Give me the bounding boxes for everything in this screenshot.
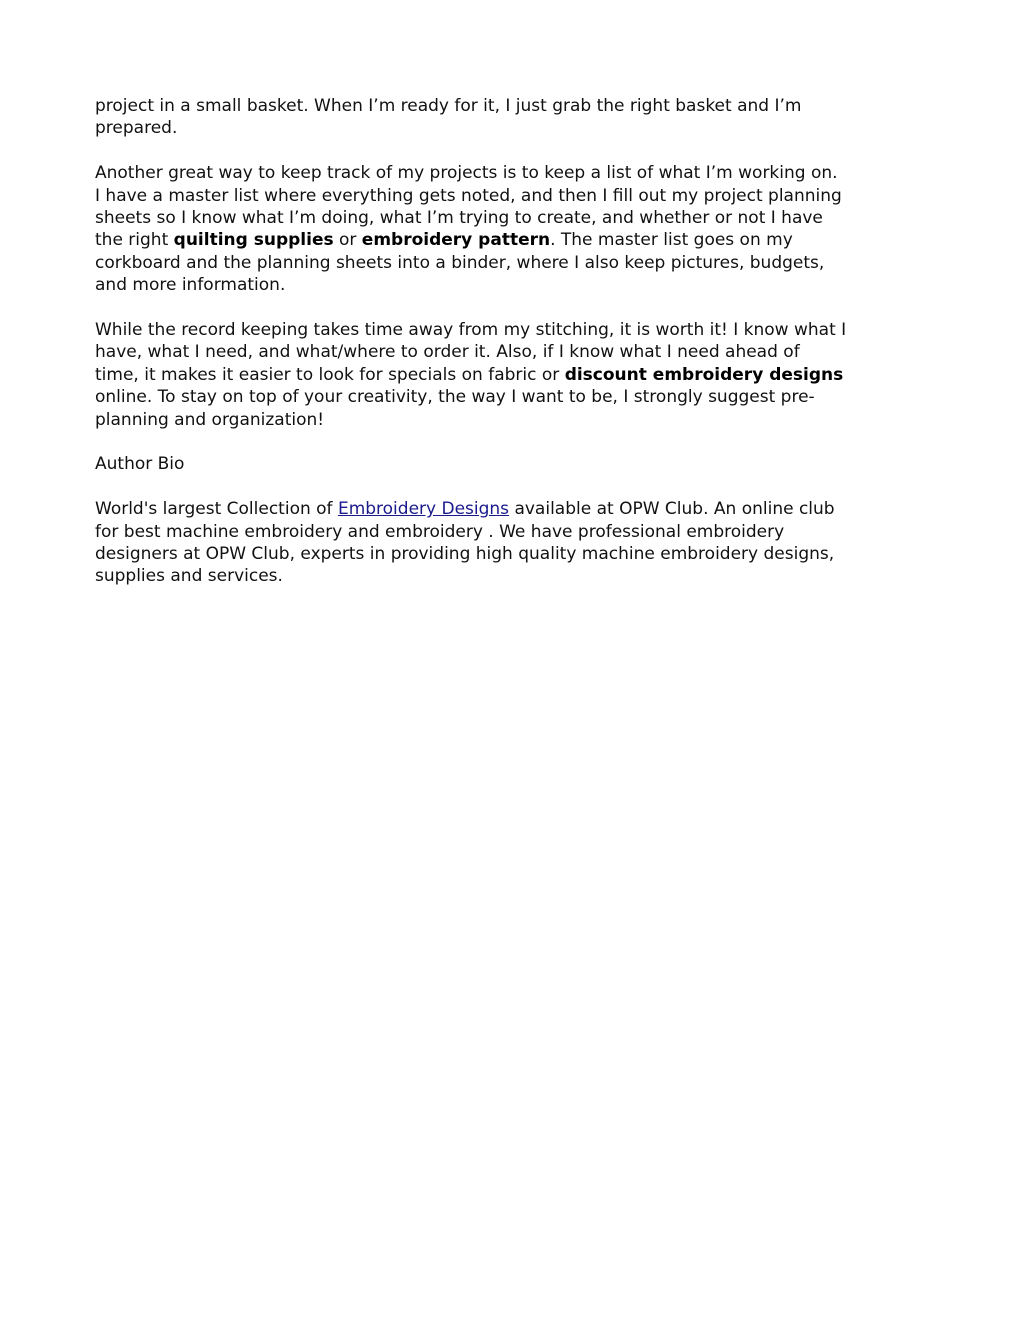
text-line-part: World's largest Collection of: [95, 499, 338, 520]
document-page: [95, 95, 935, 610]
text-line: and more information.: [95, 275, 286, 296]
text-line: prepared.: [95, 118, 178, 139]
text-line: supplies and services.: [95, 566, 283, 587]
text-line: I have a master list where everything gets noted, and then I fill out my project planning: [95, 185, 842, 206]
text-line-part: the right: [95, 230, 174, 251]
text-line: corkboard and the planning sheets into a binder, where I also keep pictures, budgets,: [95, 252, 825, 273]
bold-keyword-embroidery-pattern: embroidery pattern: [361, 230, 551, 251]
paragraph-intro: [95, 95, 935, 140]
paragraph-record-keeping: [95, 319, 935, 431]
text-line: project in a small basket. When I’m ready for it, I just grab the right basket and I’m: [95, 96, 802, 116]
author-bio-heading: [95, 453, 935, 475]
text-line-part: or: [333, 230, 362, 251]
paragraph-author-bio: [95, 498, 935, 588]
text-line: planning and organization!: [95, 409, 325, 430]
text-line-part: . The master list goes on my: [550, 230, 793, 251]
text-line: online. To stay on top of your creativity, the way I want to be, I strongly suggest pre-: [95, 387, 815, 408]
text-line: Another great way to keep track of my projects is to keep a list of what I’m working on.: [95, 163, 838, 184]
bold-keyword-discount-embroidery-designs: discount embroidery designs: [564, 364, 844, 385]
text-line: have, what I need, and what/where to order it. Also, if I know what I need ahead of: [95, 342, 800, 363]
text-line: sheets so I know what I’m doing, what I’m trying to create, and whether or not I have: [95, 208, 823, 229]
text-line-part: available at OPW Club. An online club: [509, 499, 835, 520]
text-line: While the record keeping takes time away from my stitching, it is worth it! I know what I: [95, 320, 847, 341]
text-line: designers at OPW Club, experts in providing high quality machine embroidery designs,: [95, 544, 835, 565]
heading-text: Author Bio: [95, 454, 185, 475]
bold-keyword-quilting-supplies: quilting supplies: [173, 230, 334, 251]
embroidery-designs-link[interactable]: Embroidery Designs: [337, 499, 510, 520]
text-line-part: time, it makes it easier to look for specials on fabric or: [95, 364, 565, 385]
paragraph-tracking: [95, 162, 935, 296]
text-line: for best machine embroidery and embroidery . We have professional embroidery: [95, 521, 785, 542]
